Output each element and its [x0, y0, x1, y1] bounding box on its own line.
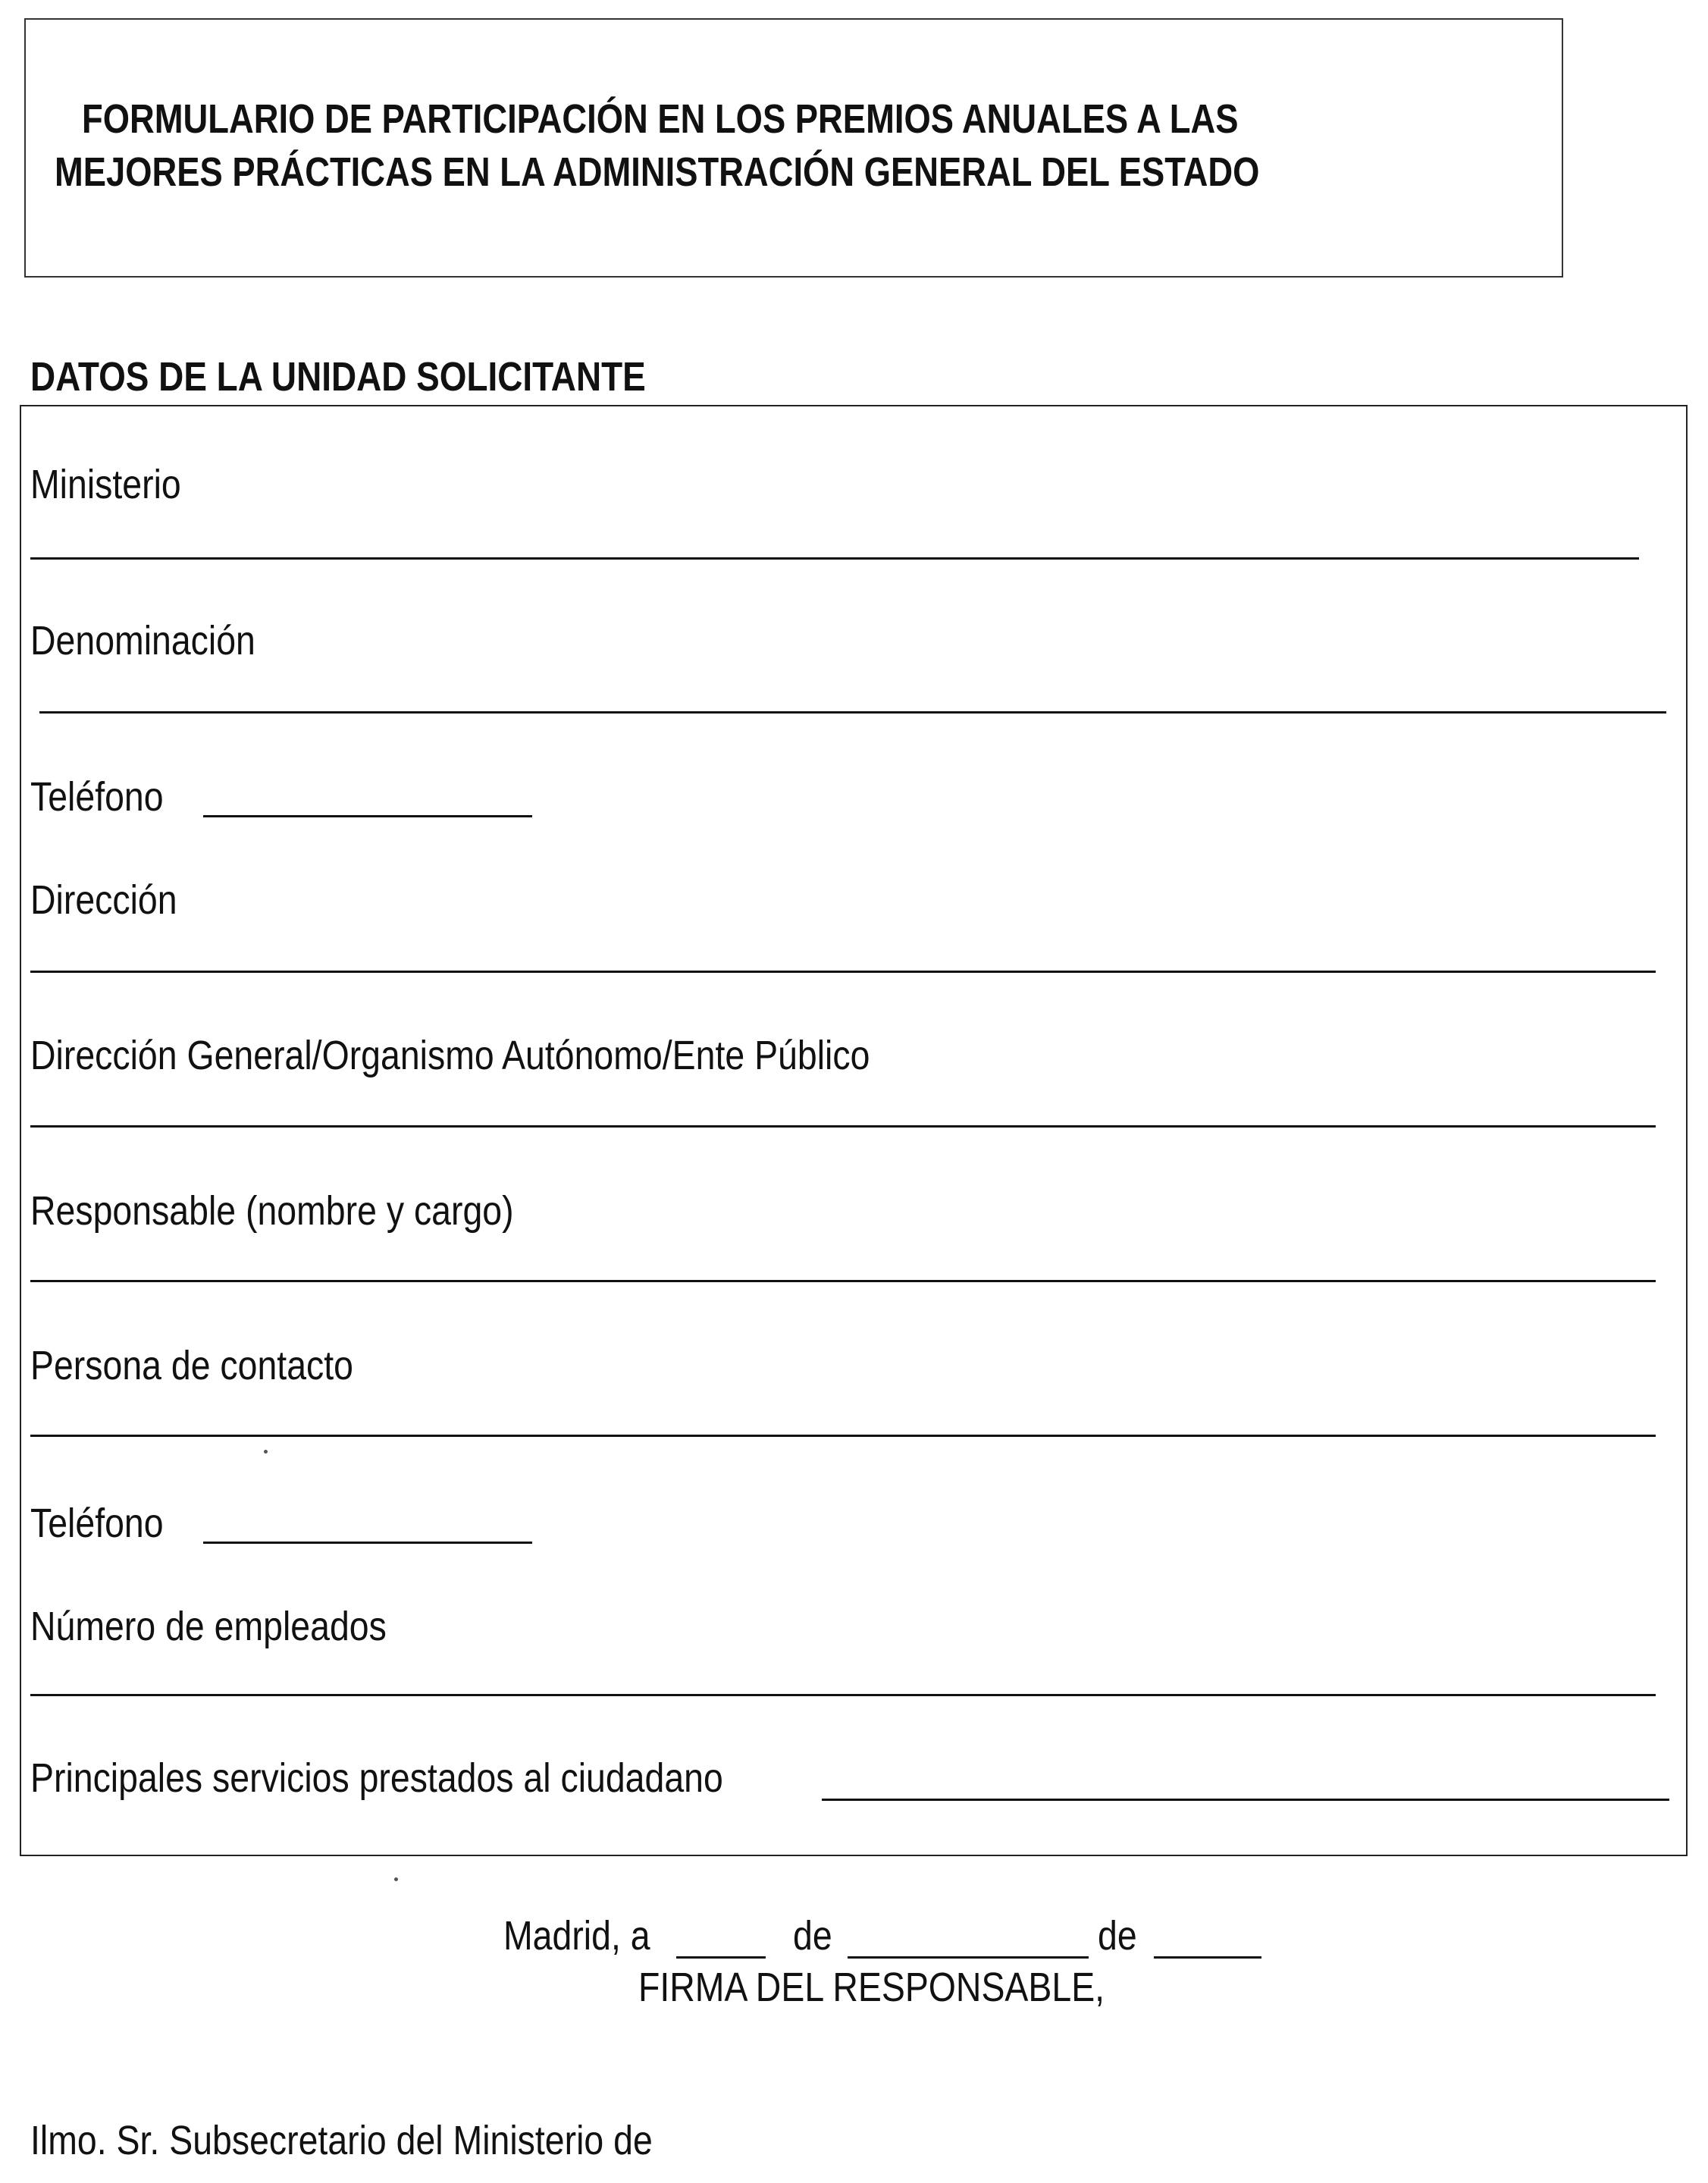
denominacion-field[interactable]	[39, 711, 1666, 714]
title-box	[24, 18, 1563, 278]
direccion-label: Dirección	[30, 877, 177, 923]
direccion-general-label: Dirección General/Organismo Autónomo/Ente Público	[30, 1033, 870, 1078]
responsable-label: Responsable (nombre y cargo)	[30, 1188, 514, 1234]
numero-empleados-field[interactable]	[30, 1694, 1656, 1696]
responsable-field[interactable]	[30, 1280, 1656, 1282]
destinatario-label: Ilmo. Sr. Subsecretario del Ministerio de	[30, 2118, 653, 2163]
telefono-contacto-label: Teléfono	[30, 1501, 164, 1546]
denominacion-label: Denominación	[30, 618, 255, 663]
telefono-label: Teléfono	[30, 774, 164, 820]
section-title: DATOS DE LA UNIDAD SOLICITANTE	[30, 354, 646, 400]
form-title-line-1: FORMULARIO DE PARTICIPACIÓN EN LOS PREMIOS ANUALES A LAS	[82, 96, 1239, 142]
direccion-field[interactable]	[30, 971, 1656, 973]
scan-speck	[264, 1450, 268, 1454]
persona-contacto-label: Persona de contacto	[30, 1343, 353, 1388]
servicios-label: Principales servicios prestados al ciudadano	[30, 1755, 723, 1801]
telefono-contacto-field[interactable]	[203, 1542, 532, 1544]
firma-label: FIRMA DEL RESPONSABLE,	[638, 1965, 1105, 2010]
numero-empleados-label: Número de empleados	[30, 1604, 387, 1649]
day-field[interactable]	[676, 1956, 766, 1959]
madrid-a-label: Madrid, a	[503, 1913, 650, 1959]
year-field[interactable]	[1154, 1956, 1261, 1959]
scan-speck	[394, 1877, 398, 1881]
ministerio-field[interactable]	[30, 557, 1639, 560]
servicios-field[interactable]	[822, 1799, 1669, 1801]
de-label-1: de	[793, 1913, 832, 1959]
telefono-field[interactable]	[203, 815, 532, 817]
ministerio-label: Ministerio	[30, 462, 181, 507]
persona-contacto-field[interactable]	[30, 1435, 1656, 1437]
form-title-line-2: MEJORES PRÁCTICAS EN LA ADMINISTRACIÓN GENERAL DEL ESTADO	[55, 149, 1260, 195]
month-field[interactable]	[848, 1956, 1089, 1959]
de-label-2: de	[1098, 1913, 1137, 1959]
direccion-general-field[interactable]	[30, 1125, 1656, 1128]
